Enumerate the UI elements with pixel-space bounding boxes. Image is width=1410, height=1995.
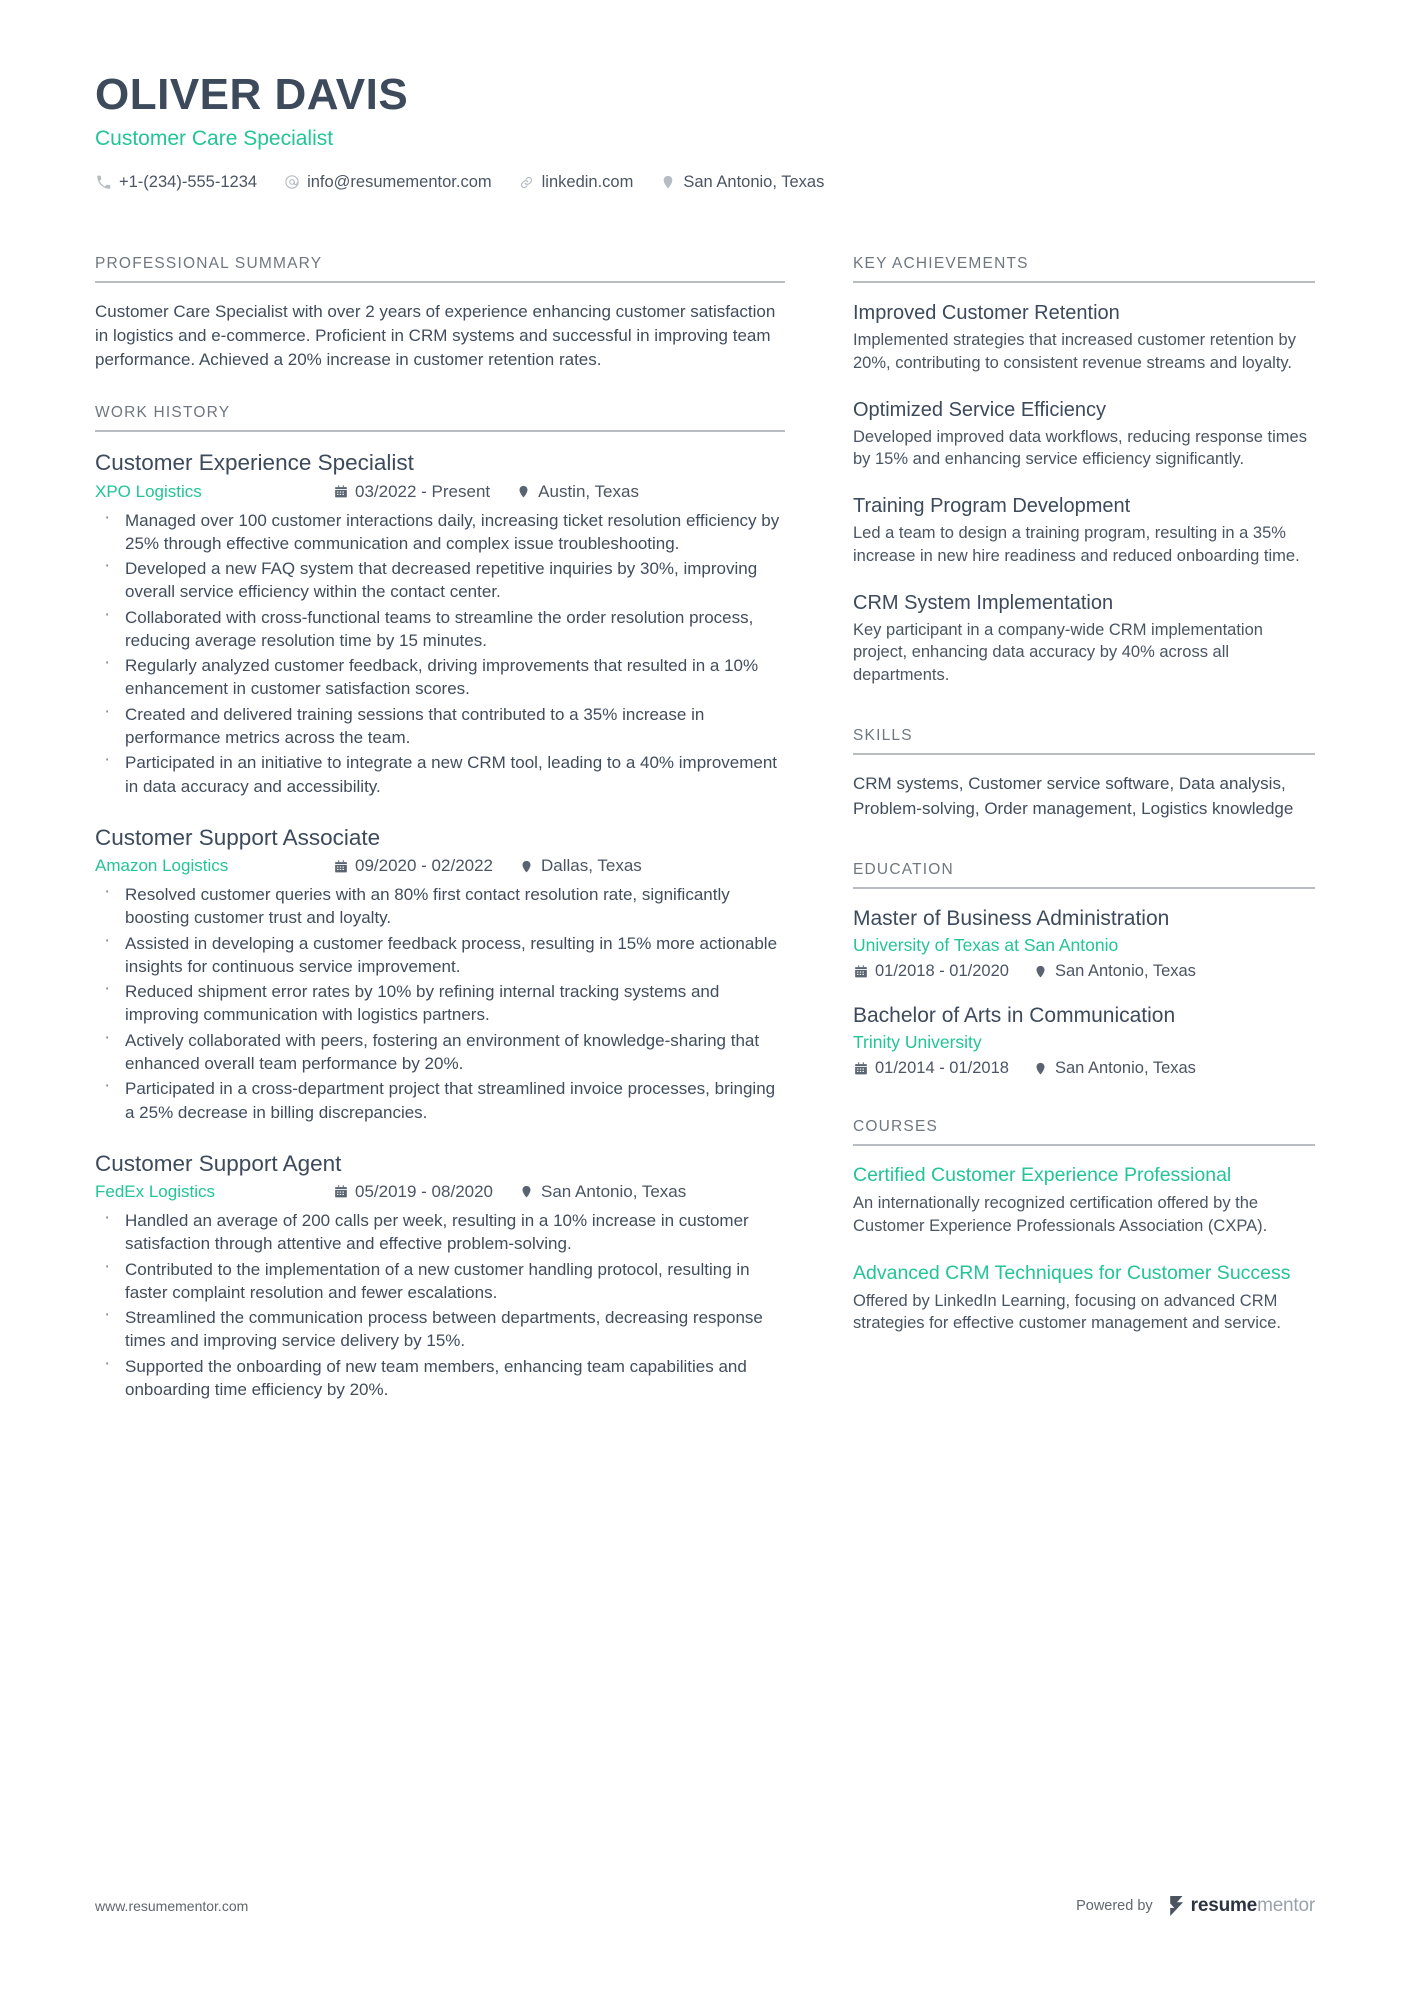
education-item [853, 906, 1315, 981]
work-location-text: Austin, Texas [538, 481, 639, 501]
work-bullet: · Resolved customer queries with an 80% first contact resolution rate, significantly boosting customer trust and loyalty. [95, 883, 785, 930]
location-icon [1033, 964, 1048, 980]
section-education [853, 861, 1315, 1078]
work-bullet: · Supported the onboarding of new team members, enhancing team capabilities and onboarding time efficiency by 20%. [95, 1355, 785, 1402]
contact-phone-text: +1-(234)-555-1234 [119, 172, 258, 191]
section-heading-education: EDUCATION [853, 861, 1315, 889]
work-bullet: · Managed over 100 customer interactions daily, increasing ticket resolution efficiency by 25% through effective communication and complex issue troubleshooting. [95, 509, 785, 556]
education-school: University of Texas at San Antonio [853, 935, 1119, 956]
achievement-item [853, 493, 1315, 568]
brand-name-light: mentor [1257, 1895, 1315, 1916]
course-title: Advanced CRM Techniques for Customer Success [853, 1261, 1291, 1284]
location-icon [519, 1184, 534, 1200]
achievement-text: Key participant in a company-wide CRM implementation project, enhancing data accuracy by 40% across all departments. [853, 620, 1263, 685]
email-icon [283, 174, 300, 191]
work-location-text: Dallas, Texas [541, 856, 642, 875]
section-heading-courses: COURSES [853, 1118, 1315, 1146]
right-column [853, 255, 1315, 1335]
left-column [95, 255, 785, 1403]
work-organization: Amazon Logistics [95, 856, 229, 875]
course-item [853, 1163, 1315, 1237]
location-icon [516, 484, 531, 500]
spacer [853, 1078, 1315, 1118]
work-bullet: · Created and delivered training sessions that contributed to a 35% increase in performance metrics across the team. [95, 703, 785, 750]
course-item [853, 1261, 1315, 1335]
section-heading-skills: SKILLS [853, 727, 1315, 755]
resumementor-logo [1169, 1895, 1315, 1917]
skills-text: CRM systems, Customer service software, Data analysis, Problem-solving, Order management, Logistics knowledge [853, 773, 1294, 818]
work-bullet: · Collaborated with cross-functional teams to streamline the order resolution process, reducing average resolution time by 15 minutes. [95, 606, 785, 653]
work-entry [95, 824, 785, 1124]
achievement-text: Led a team to design a training program, resulting in a 35% increase in new hire readiness and reduced onboarding time. [853, 524, 1300, 565]
summary-text: Customer Care Specialist with over 2 years of experience enhancing customer satisfaction in logistics and e-commerce. Proficient in CRM systems and successful in improving team performance. Achieved a 20% increase in customer retention rates. [95, 302, 776, 370]
course-title: Certified Customer Experience Professional [853, 1164, 1232, 1187]
work-dates-text: 09/2020 - 02/2022 [355, 856, 494, 875]
contact-row [95, 173, 1315, 192]
work-bullet: · Regularly analyzed customer feedback, driving improvements that resulted in a 10% enhancement in customer satisfaction scores. [95, 654, 785, 701]
achievement-title: CRM System Implementation [853, 591, 1114, 614]
spacer [853, 821, 1315, 861]
work-location [519, 856, 642, 876]
work-organization: FedEx Logistics [95, 1181, 215, 1201]
education-degree: Master of Business Administration [853, 907, 1170, 931]
education-location-text: San Antonio, Texas [1054, 962, 1196, 981]
achievement-title: Improved Customer Retention [853, 302, 1120, 324]
achievement-text: Implemented strategies that increased customer retention by 20%, contributing to consistent revenue streams and loyalty. [853, 331, 1296, 372]
work-dates-text: 05/2019 - 08/2020 [355, 1181, 494, 1201]
section-heading-key-achievements: KEY ACHIEVEMENTS [853, 255, 1315, 283]
contact-link [518, 173, 634, 192]
work-location [519, 1182, 686, 1202]
work-bullet: · Streamlined the communication process between departments, decreasing response times and improving service delivery by 15%. [95, 1306, 785, 1353]
location-icon [519, 858, 534, 874]
work-meta [95, 1182, 785, 1202]
work-bullet: · Actively collaborated with peers, fostering an environment of knowledge-sharing that enhanced overall team performance by 20%. [95, 1029, 785, 1076]
work-bullets [95, 883, 785, 1124]
work-entries [95, 432, 785, 1401]
work-bullet: · Participated in an initiative to integrate a new CRM tool, leading to a 40% improvement in data accuracy and accessibility. [95, 751, 785, 798]
education-location-text: San Antonio, Texas [1054, 1059, 1196, 1078]
resume-header [95, 72, 1315, 192]
achievement-text: Developed improved data workflows, reducing response times by 15% and enhancing service efficiency significantly. [853, 427, 1307, 469]
work-bullets [95, 509, 785, 798]
work-organization: XPO Logistics [95, 481, 202, 501]
powered-by-label: Powered by [1076, 1898, 1153, 1914]
contact-email-text: info@resumementor.com [307, 172, 492, 191]
course-text: Offered by LinkedIn Learning, focusing on advanced CRM strategies for effective customer management and service. [853, 1291, 1281, 1333]
brand-name-bold: resume [1190, 1895, 1258, 1916]
work-title: Customer Support Associate [95, 824, 381, 850]
work-bullet: · Developed a new FAQ system that decreased repetitive inquiries by 30%, improving overall service efficiency within the contact center. [95, 557, 785, 604]
location-icon [659, 174, 676, 191]
calendar-icon [853, 1061, 868, 1077]
work-bullet: · Assisted in developing a customer feedback process, resulting in 15% more actionable insights for continuous service improvement. [95, 932, 785, 979]
section-key-achievements [853, 255, 1315, 687]
section-heading-summary: PROFESSIONAL SUMMARY [95, 255, 785, 283]
work-bullet: · Handled an average of 200 calls per week, resulting in a 10% increase in customer satisfaction through attentive and effective problem-solving. [95, 1209, 785, 1256]
achievement-list [853, 283, 1315, 687]
work-meta [95, 482, 785, 502]
education-dates [853, 962, 1009, 981]
calendar-icon [333, 484, 348, 500]
spacer [95, 372, 785, 404]
work-bullet: · Reduced shipment error rates by 10% by refining internal tracking systems and improving communication with logistics partners. [95, 980, 785, 1027]
education-degree: Bachelor of Arts in Communication [853, 1004, 1176, 1028]
work-entry [95, 1150, 785, 1401]
contact-link-text: linkedin.com [541, 172, 634, 191]
location-icon [1033, 1061, 1048, 1077]
work-location [516, 482, 639, 502]
education-location [1033, 962, 1196, 981]
calendar-icon [333, 1184, 348, 1200]
course-list [853, 1146, 1315, 1335]
candidate-name: OLIVER DAVIS [95, 70, 409, 119]
work-title: Customer Support Agent [95, 1150, 342, 1176]
candidate-job-title: Customer Care Specialist [95, 126, 334, 150]
work-dates-text: 03/2022 - Present [355, 481, 491, 501]
education-school: Trinity University [853, 1032, 982, 1053]
work-dates [333, 482, 490, 502]
contact-phone [95, 173, 257, 192]
work-meta [95, 856, 785, 876]
calendar-icon [853, 964, 868, 980]
work-dates [333, 856, 493, 876]
section-heading-work-history: WORK HISTORY [95, 404, 785, 432]
resumementor-mark-icon [1169, 1896, 1186, 1916]
section-courses [853, 1118, 1315, 1335]
education-dates [853, 1059, 1009, 1078]
link-icon [518, 174, 535, 191]
education-location [1033, 1059, 1196, 1078]
education-list [853, 889, 1315, 1078]
contact-location-text: San Antonio, Texas [683, 172, 825, 191]
section-work-history [95, 404, 785, 1401]
work-title: Customer Experience Specialist [95, 450, 414, 476]
education-meta [853, 1059, 1315, 1078]
education-item [853, 1003, 1315, 1078]
section-skills [853, 727, 1315, 821]
work-bullets [95, 1209, 785, 1401]
section-professional-summary [95, 255, 785, 372]
education-dates-text: 01/2014 - 01/2018 [875, 1059, 1009, 1078]
achievement-title: Training Program Development [853, 495, 1131, 518]
education-dates-text: 01/2018 - 01/2020 [875, 962, 1009, 981]
work-bullet: · Participated in a cross-department project that streamlined invoice processes, bringing a 25% decrease in billing discrepancies. [95, 1077, 785, 1124]
work-bullet: · Contributed to the implementation of a new customer handling protocol, resulting in faster complaint resolution and fewer escalations. [95, 1258, 785, 1305]
achievement-item [853, 300, 1315, 375]
work-location-text: San Antonio, Texas [541, 1181, 687, 1201]
contact-email [283, 173, 492, 192]
footer-branding [1076, 1895, 1315, 1917]
calendar-icon [333, 858, 348, 874]
achievement-title: Optimized Service Efficiency [853, 398, 1107, 421]
achievement-item [853, 590, 1315, 687]
work-dates [333, 1182, 493, 1202]
spacer [853, 687, 1315, 727]
education-meta [853, 962, 1315, 981]
resume-footer [95, 1895, 1315, 1917]
work-entry [95, 449, 785, 798]
course-text: An internationally recognized certification offered by the Customer Experience Professionals Association (CXPA). [853, 1194, 1268, 1235]
resume-body [95, 255, 1315, 1403]
achievement-item [853, 397, 1315, 472]
contact-location [659, 173, 824, 192]
footer-url[interactable]: www.resumementor.com [95, 1898, 249, 1914]
phone-icon [95, 174, 112, 191]
